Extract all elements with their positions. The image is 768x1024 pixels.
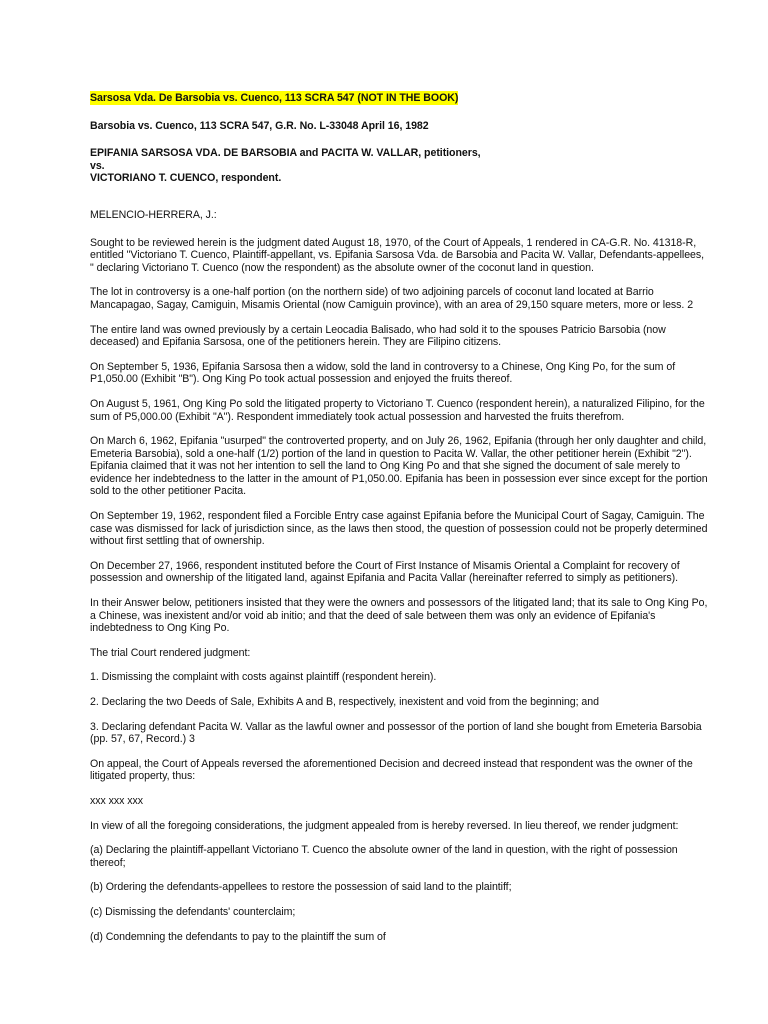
list-item-d: (d) Condemning the defendants to pay to the plaintiff the sum of xyxy=(90,930,386,943)
list-item-2: 2. Declaring the two Deeds of Sale, Exhibits A and B, respectively, inexistent and void from the beginning; and xyxy=(90,696,599,708)
paragraph-2: The lot in controversy is a one-half portion (on the northern side) of two adjoining parcels of coconut land located at Barrio Mancapagao, Sagay, Camiguin, Misamis Oriental (now Camiguin province), with an area of 29,150 square meters, more or less. 2 xyxy=(90,286,694,311)
paragraph-9: In their Answer below, petitioners insisted that they were the owners and possessors of the litigated land; that its sale to Ong King Po, a Chinese, was inexistent and/or void ab initio; and that the deed of sale between them was only an evidence of Epifania's indebtedness to Ong King Po. xyxy=(90,597,708,635)
list-item-b: (b) Ordering the defendants-appellees to restore the possession of said land to the plaintiff; xyxy=(90,881,512,894)
paragraph-3: The entire land was owned previously by a certain Leocadia Balisado, who had sold it to the spouses Patricio Barsobia (now deceased) and Epifania Sarsosa, one of the petitioners herein. They are Filipino citizens. xyxy=(90,323,666,349)
paragraph-6: On March 6, 1962, Epifania "usurped" the controverted property, and on July 26, 1962, Epifania (through her only daughter and child, Emeteria Barsobia), sold a one-half (1/2) portion of the land in question to Pacita W. Vallar, the other petitioner herein (Exhibit "2"). Epifania claimed that it was not her intention to sell the land to Ong King Po and that she signed the document of sale merely to evidence her indebtedness to the latter in the amount of P1,050.00. Epifania has been in possession ever since except for the portion sold to the other petitioner Pacita. xyxy=(90,435,708,498)
document-title: Sarsosa Vda. De Barsobia vs. Cuenco, 113 SCRA 547 (NOT IN THE BOOK) xyxy=(90,92,459,104)
paragraph-12: In view of all the foregoing considerations, the judgment appealed from is hereby reversed. In lieu thereof, we render judgment: xyxy=(90,819,679,832)
paragraph-10: The trial Court rendered judgment: xyxy=(90,646,251,659)
case-citation: Barsobia vs. Cuenco, 113 SCRA 547, G.R. No. L-33048 April 16, 1982 xyxy=(90,119,429,132)
list-item-c: (c) Dismissing the defendants' counterclaim; xyxy=(90,905,296,918)
list-item-1: 1. Dismissing the complaint with costs against plaintiff (respondent herein). xyxy=(90,671,437,684)
paragraph-4: On September 5, 1936, Epifania Sarsosa then a widow, sold the land in controversy to a Chinese, Ong King Po, for the sum of P1,050.00 (Exhibit "B"). Ong King Po took actual possession and enjoyed the fruits thereof. xyxy=(90,360,676,386)
paragraph-8: On December 27, 1966, respondent instituted before the Court of First Instance of Misamis Oriental a Complaint for recovery of possession and ownership of the litigated land, against Epifania and Pacita Vallar (hereinafter referred to simply as petitioners). xyxy=(90,559,680,585)
list-item-a: (a) Declaring the plaintiff-appellant Victoriano T. Cuenco the absolute owner of the land in question, with the right of possession thereof; xyxy=(90,844,678,869)
petitioners-line: EPIFANIA SARSOSA VDA. DE BARSOBIA and PACITA W. VALLAR, petitioners, xyxy=(90,147,481,160)
paragraph-11: On appeal, the Court of Appeals reversed the aforementioned Decision and decreed instead that respondent was the owner of the litigated property, thus: xyxy=(90,757,693,783)
document-title-block xyxy=(90,92,708,105)
paragraph-5: On August 5, 1961, Ong King Po sold the litigated property to Victoriano T. Cuenco (respondent herein), a naturalized Filipino, for the sum of P5,000.00 (Exhibit "A"). Respondent immediately took actual possession and harvested the fruits therefrom. xyxy=(90,397,705,423)
case-parties xyxy=(90,147,708,185)
versus-line: vs. xyxy=(90,159,105,172)
list-item-3: 3. Declaring defendant Pacita W. Vallar as the lawful owner and possessor of the portion of land she bought from Emeteria Barsobia (pp. 57, 67, Record.) 3 xyxy=(90,720,702,746)
respondent-line: VICTORIANO T. CUENCO, respondent. xyxy=(90,172,282,185)
paragraph-1: Sought to be reviewed herein is the judgment dated August 18, 1970, of the Court of Appeals, 1 rendered in CA-G.R. No. 41318-R, entitled "Victoriano T. Cuenco, Plaintiff-appellant, vs. Epifania Sarsosa Vda. de Barsobia and Pacita W. Vallar, Defendants-appellees, " declaring Victoriano T. Cuenco (now the respondent) as the absolute owner of the coconut land in question. xyxy=(90,236,705,274)
paragraph-7: On September 19, 1962, respondent filed a Forcible Entry case against Epifania before the Municipal Court of Sagay, Camiguin. The case was dismissed for lack of jurisdiction since, as the laws then stood, the question of possession could not be properly determined without first settling that of ownership. xyxy=(90,510,708,548)
ellipsis-separator: xxx xxx xxx xyxy=(90,794,144,807)
ponente: MELENCIO-HERRERA, J.: xyxy=(90,208,217,221)
